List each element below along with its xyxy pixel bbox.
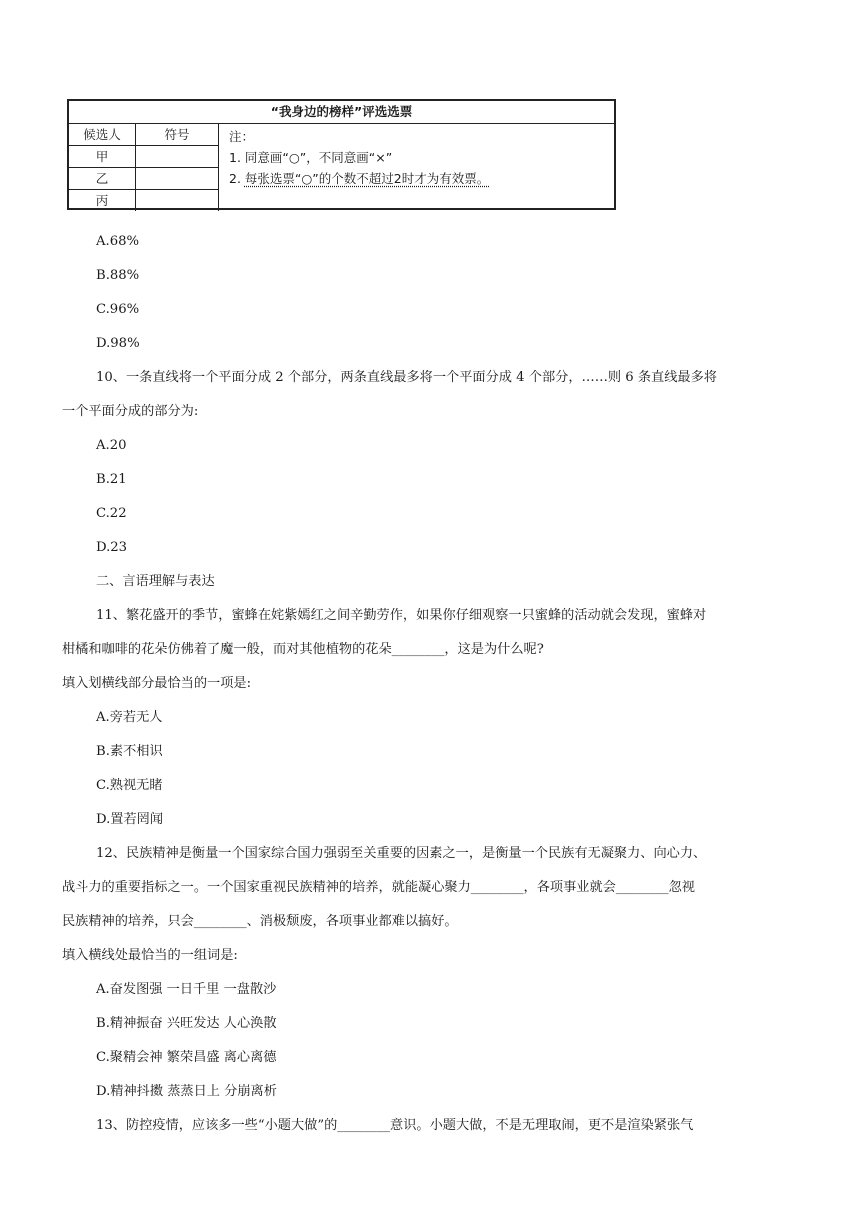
ballot-header-row [69, 124, 219, 146]
candidate-name: 乙 [69, 168, 136, 189]
question-12-line-3: 民族精神的培养，只会________、消极颓废，各项事业都难以搞好。 [62, 914, 458, 929]
option: B.精神振奋 兴旺发达 人心涣散 [96, 1016, 277, 1031]
ballot-notes [229, 126, 608, 189]
option: B.21 [96, 472, 127, 487]
question-11-line-2: 柑橘和咖啡的花朵仿佛着了魔一般，而对其他植物的花朵________，这是为什么呢? [62, 642, 544, 657]
question-11-line-1: 11、繁花盛开的季节，蜜蜂在姹紫嫣红之间辛勤劳作，如果你仔细观察一只蜜蜂的活动就会发现，蜜蜂对 [96, 608, 707, 623]
ballot-body [69, 124, 614, 208]
question-10-line-2: 一个平面分成的部分为: [62, 404, 199, 419]
ballot-grid [69, 124, 219, 208]
header-symbol: 符号 [136, 124, 219, 145]
note-2-prefix: 2. [229, 171, 245, 186]
option: D.23 [96, 540, 128, 555]
option: A.奋发图强 一日千里 一盘散沙 [96, 982, 277, 997]
option: D.置若罔闻 [96, 812, 164, 827]
option: D.98% [96, 336, 140, 351]
header-candidate: 候选人 [69, 124, 136, 145]
section-title: 二、言语理解与表达 [96, 574, 215, 589]
option: C.22 [96, 506, 127, 521]
symbol-cell [136, 146, 219, 167]
note-2-emphasis: 每张选票“○”的个数不超过2时才为有效票。 [244, 171, 490, 186]
ballot-table [67, 99, 616, 210]
symbol-cell [136, 168, 219, 189]
option: C.96% [96, 302, 140, 317]
option: D.精神抖擞 蒸蒸日上 分崩离析 [96, 1084, 277, 1099]
note-2 [229, 168, 608, 189]
question-11-prompt: 填入划横线部分最恰当的一项是: [62, 676, 252, 691]
note-label: 注： [229, 129, 255, 144]
ballot-row [69, 190, 219, 211]
option: B.88% [96, 268, 140, 283]
question-12-line-2: 战斗力的重要指标之一。一个国家重视民族精神的培养，就能凝心聚力________，各项事业就会________忽视 [62, 880, 695, 895]
candidate-name: 甲 [69, 146, 136, 167]
option: B.素不相识 [96, 744, 163, 759]
option: A.68% [96, 234, 140, 249]
note-1: 1. 同意画“○”，不同意画“×” [229, 150, 393, 165]
ballot-row [69, 146, 219, 168]
option: A.旁若无人 [96, 710, 163, 725]
question-12-prompt: 填入横线处最恰当的一组词是: [62, 948, 238, 963]
question-13-line-1: 13、防控疫情，应该多一些“小题大做”的________意识。小题大做，不是无理取闹，更不是渲染紧张气 [96, 1118, 694, 1133]
symbol-cell [136, 190, 219, 211]
candidate-name: 丙 [69, 190, 136, 211]
question-12-line-1: 12、民族精神是衡量一个国家综合国力强弱至关重要的因素之一，是衡量一个民族有无凝聚力、向心力、 [96, 846, 707, 861]
option: A.20 [96, 438, 127, 453]
option: C.熟视无睹 [96, 778, 163, 793]
ballot-row [69, 168, 219, 190]
option: C.聚精会神 繁荣昌盛 离心离德 [96, 1050, 277, 1065]
ballot-title: “我身边的榜样”评选选票 [69, 101, 614, 124]
question-10-line-1: 10、一条直线将一个平面分成 2 个部分，两条直线最多将一个平面分成 4 个部分，……则 6 条直线最多将 [96, 370, 717, 385]
